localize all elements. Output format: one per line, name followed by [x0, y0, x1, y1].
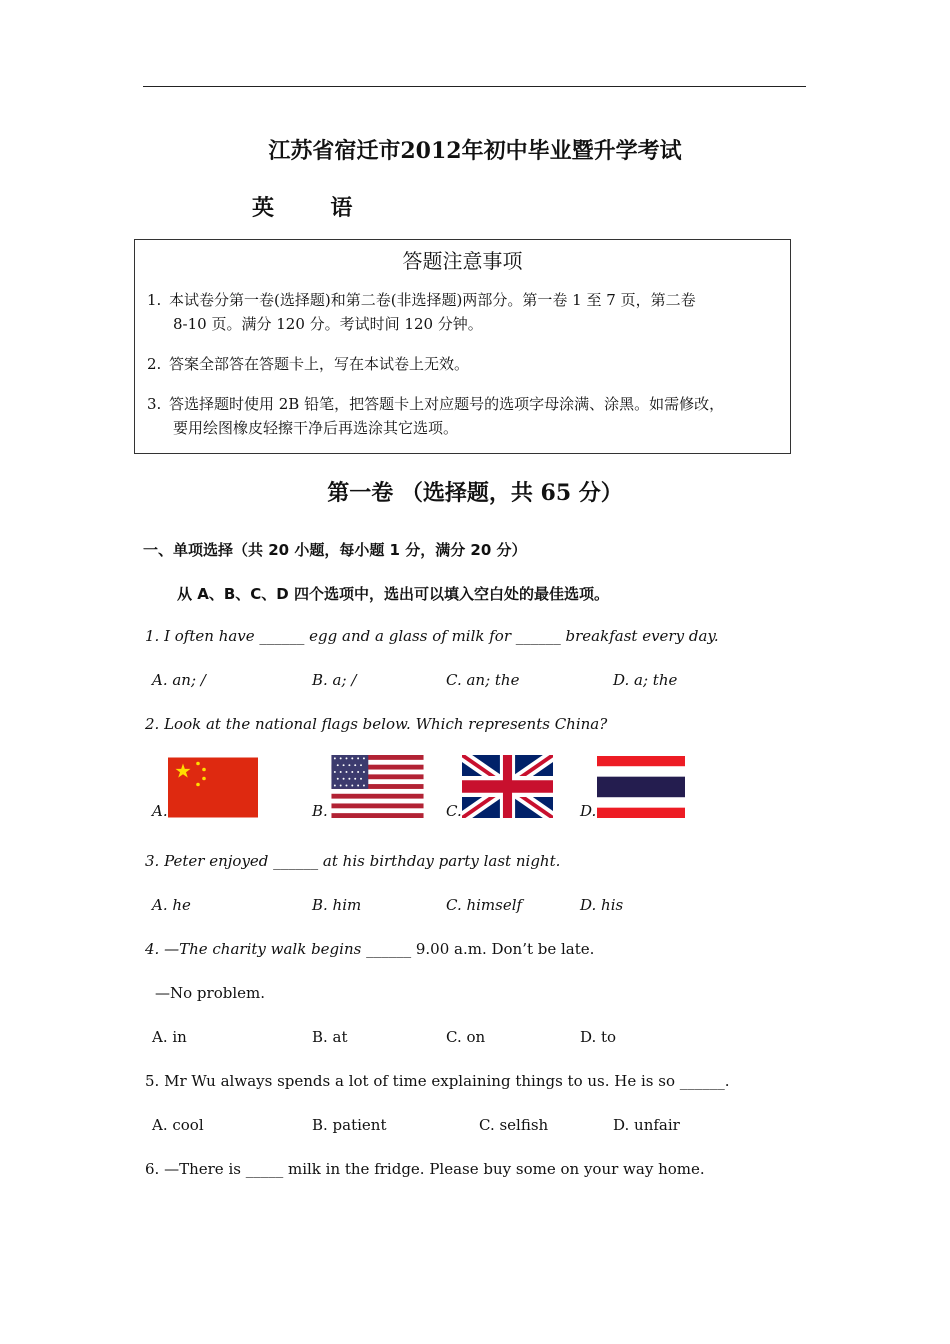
notice-item-number: 3. — [147, 395, 162, 413]
option-b: B. at — [312, 1028, 348, 1046]
option-d: D. his — [580, 896, 624, 914]
option-a: A. cool — [152, 1116, 204, 1134]
notice-item-continuation: 8-10 页。满分 120 分。考试时间 120 分钟。 — [173, 315, 483, 333]
option-b: B. — [312, 802, 328, 820]
option-a: A. an; / — [152, 671, 206, 689]
subject-title — [252, 191, 353, 222]
option-b: B. patient — [312, 1116, 387, 1134]
question-3: 3. Peter enjoyed ______ at his birthday party last night. — [145, 852, 561, 870]
option-a: A. he — [152, 896, 191, 914]
option-c: C. — [446, 802, 462, 820]
option-b: B. him — [312, 896, 362, 914]
subject-char: 语 — [330, 195, 354, 221]
notice-item-text: 答选择题时使用 2B 铅笔，把答题卡上对应题号的选项字母涂满、涂黑。如需修改， — [169, 395, 725, 413]
question-4-plain: 9.00 a.m. Don’t be late. — [411, 940, 595, 958]
option-d: D. a; the — [613, 671, 678, 689]
notice-item — [147, 392, 787, 440]
question-4-italic: 4. —The charity walk begins ______ — [145, 940, 412, 958]
exam-title: 江苏省宿迁市2012年初中毕业暨升学考试 — [268, 138, 682, 164]
part-title: 第一卷 （选择题，共 65 分） — [327, 480, 623, 506]
question-6: 6. —There is _____ milk in the fridge. Please buy some on your way home. — [145, 1160, 705, 1178]
usa-flag-icon — [329, 755, 426, 818]
uk-flag-icon — [462, 755, 553, 818]
china-flag-icon — [168, 757, 258, 818]
question-5: 5. Mr Wu always spends a lot of time explaining things to us. He is so ______. — [145, 1072, 730, 1090]
option-a: A. — [152, 802, 168, 820]
option-b: B. a; / — [312, 671, 357, 689]
option-d: D. unfair — [613, 1116, 680, 1134]
top-rule — [143, 86, 806, 87]
question-4-reply: —No problem. — [155, 984, 265, 1002]
option-c: C. on — [446, 1028, 486, 1046]
thailand-flag-icon — [597, 756, 685, 818]
notice-title: 答题注意事项 — [402, 249, 523, 273]
notice-item-number: 1. — [147, 291, 162, 309]
question-1: 1. I often have ______ egg and a glass of milk for ______ breakfast every day. — [145, 627, 719, 645]
option-a: A. in — [152, 1028, 187, 1046]
notice-box — [134, 239, 791, 454]
subject-char: 英 — [252, 195, 276, 221]
section-heading: 一、单项选择（共 20 小题，每小题 1 分，满分 20 分） — [143, 541, 527, 559]
notice-item-number: 2. — [147, 355, 162, 373]
question-4 — [145, 940, 594, 958]
notice-item-text: 本试卷分第一卷(选择题)和第二卷(非选择题)两部分。第一卷 1 至 7 页，第二卷 — [169, 291, 696, 309]
option-c: C. an; the — [446, 671, 520, 689]
option-d: D. — [580, 802, 597, 820]
notice-item-continuation: 要用绘图橡皮轻擦干净后再选涂其它选项。 — [173, 419, 459, 437]
question-2: 2. Look at the national flags below. Which represents China? — [145, 715, 608, 733]
option-c: C. himself — [446, 896, 523, 914]
option-d: D. to — [580, 1028, 617, 1046]
notice-item — [147, 352, 787, 376]
notice-item — [147, 288, 787, 336]
notice-item-text: 答案全部答在答题卡上，写在本试卷上无效。 — [169, 355, 470, 373]
section-instruction: 从 A、B、C、D 四个选项中，选出可以填入空白处的最佳选项。 — [177, 585, 609, 603]
option-c: C. selfish — [479, 1116, 549, 1134]
